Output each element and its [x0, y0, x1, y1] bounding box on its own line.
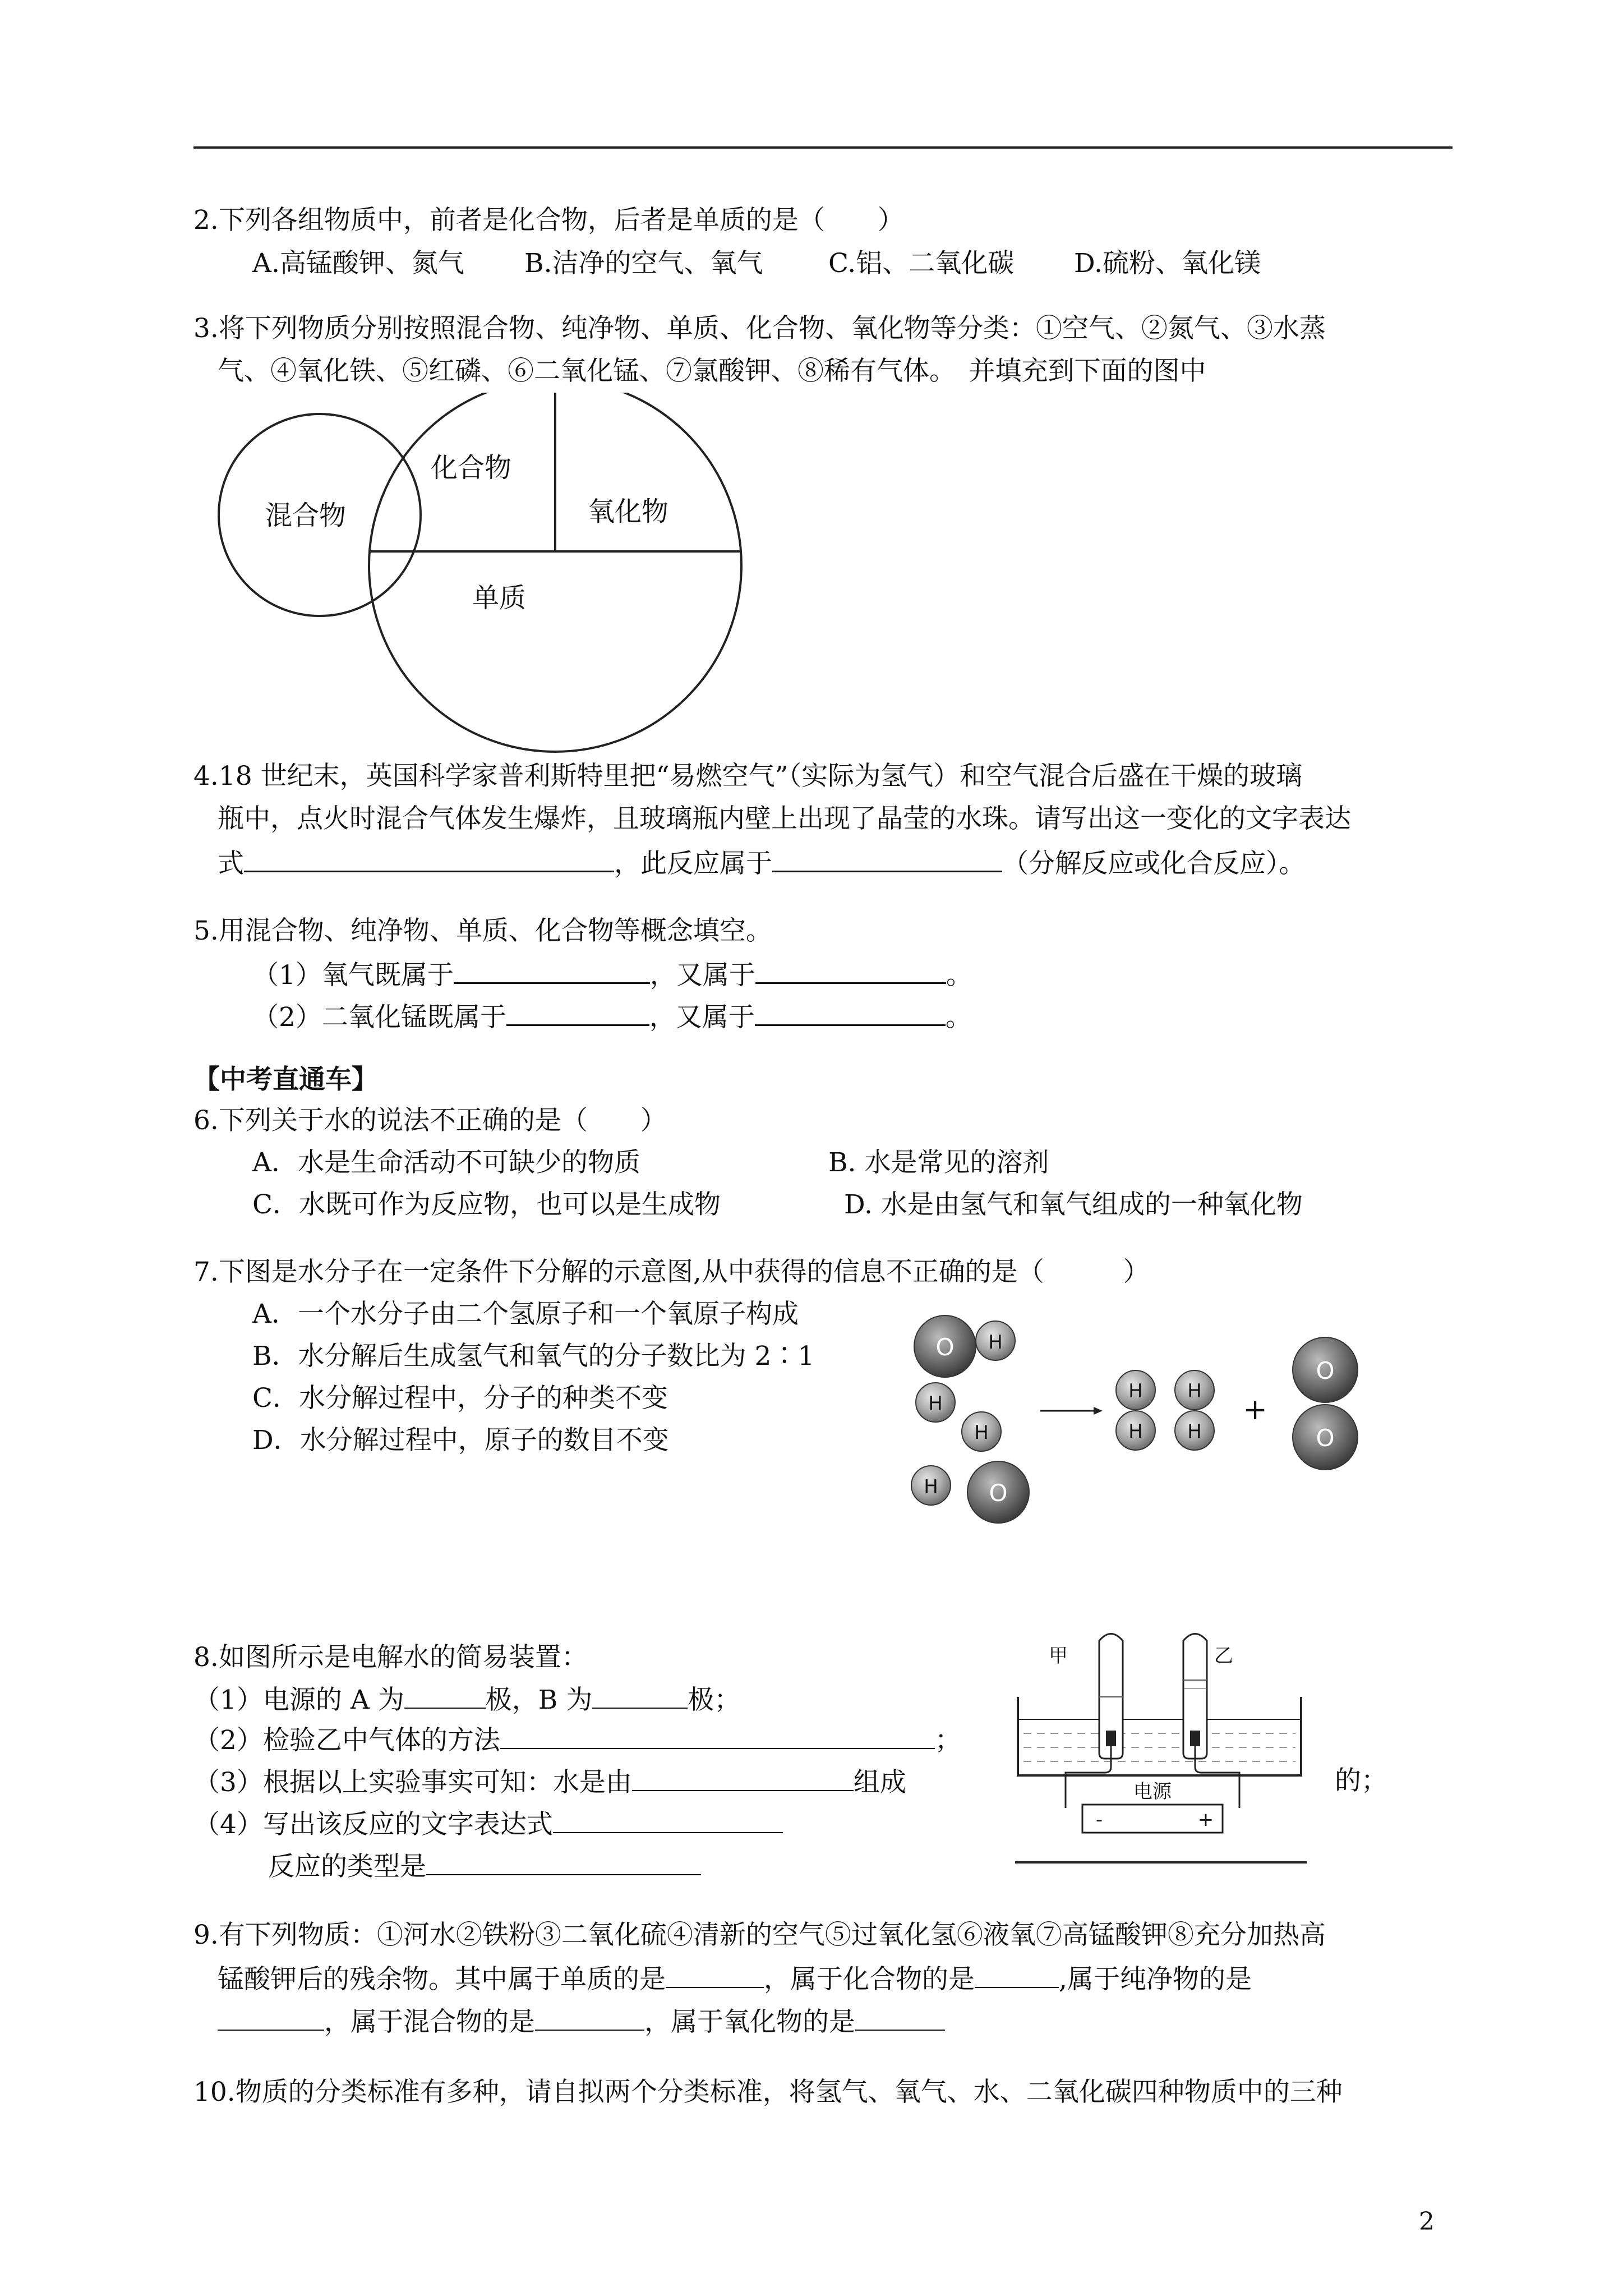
plus-sign: + [1243, 1393, 1267, 1427]
q3-line2: 气、④氧化铁、⑤红磷、⑥二氧化锰、⑦氯酸钾、⑧稀有气体。 并填充到下面的图中 [218, 356, 1206, 386]
q8-sub1 [193, 1682, 740, 1717]
q8-sub3-a: （3）根据以上实验事实可知：水是由 [193, 1767, 632, 1798]
svg-text:O: O [1316, 1357, 1335, 1384]
q8-composition-blank[interactable] [632, 1764, 854, 1791]
q8-sub2-a: （2）检验乙中气体的方法 [193, 1725, 500, 1756]
q5-sub1 [252, 956, 972, 992]
atom-label: H [928, 1392, 943, 1415]
q9-line2-a: 锰酸钾后的残余物。其中属于单质的是 [218, 1964, 666, 1995]
q8-sub1-a: （1）电源的 A 为 [193, 1685, 404, 1715]
q9-line3-a: ，属于混合物的是 [324, 2007, 535, 2037]
header-rule [193, 146, 1453, 149]
label-oxide: 氧化物 [587, 496, 669, 527]
atom-label: H [924, 1475, 938, 1498]
water-molecule-1 [914, 1315, 1015, 1422]
power-minus: - [1095, 1809, 1103, 1831]
q7-option-b: B．水分解后生成氢气和氧气的分子数比为 2∶1 [252, 1341, 815, 1372]
electrode-jia [1106, 1731, 1116, 1746]
q9-line3 [218, 2004, 945, 2039]
q4-expression-blank[interactable] [244, 845, 614, 872]
q4-line3-b: ，此反应属于 [614, 848, 772, 879]
classification-diagram [216, 393, 754, 763]
q9-line2 [218, 1961, 1252, 1996]
power-plus: + [1197, 1809, 1214, 1831]
q8-sub5 [268, 1848, 701, 1884]
q4-line3-a: 式 [218, 848, 244, 879]
q2-option-a: A.高锰酸钾、氮气 [252, 248, 464, 279]
q9-mixture-blank[interactable] [535, 2004, 644, 2031]
q5-sub1-c: 。 [946, 960, 972, 991]
q5-stem: 5.用混合物、纯净物、单质、化合物等概念填空。 [193, 915, 772, 946]
q4-line3-c: （分解反应或化合反应）。 [1002, 848, 1306, 879]
q8-sub3-tail: 的； [1335, 1765, 1387, 1796]
q8-sub3 [193, 1764, 906, 1800]
q5-sub1-a: （1）氧气既属于 [252, 960, 454, 991]
q6-option-d: D. 水是由氢气和氧气组成的一种氧化物 [844, 1189, 1303, 1220]
q8-sub4 [193, 1806, 783, 1842]
oxygen-molecule [1293, 1337, 1358, 1470]
electrode-yi [1190, 1731, 1200, 1746]
q6-option-c: C．水既可作为反应物，也可以是生成物 [252, 1189, 721, 1220]
q5-sub2-blank1[interactable] [506, 999, 649, 1026]
q5-sub1-blank2[interactable] [755, 956, 946, 984]
q5-sub2-blank2[interactable] [755, 999, 946, 1026]
q9-line2-b: ，属于化合物的是 [764, 1964, 975, 1995]
q8-electrode-b-blank[interactable] [592, 1682, 688, 1709]
atom-label: O [935, 1333, 955, 1361]
q9-element-blank[interactable] [666, 1961, 764, 1988]
electrolysis-apparatus-diagram [1015, 1630, 1307, 1865]
q10-line1: 10.物质的分类标准有多种，请自拟两个分类标准，将氢气、氧气、水、二氧化碳四种物质中的三种 [193, 2077, 1343, 2108]
q8-test-method-blank[interactable] [500, 1722, 935, 1749]
q2-option-b: B.洁净的空气、氧气 [524, 248, 763, 279]
tube-label-jia: 甲 [1049, 1645, 1068, 1667]
svg-text:H: H [1187, 1420, 1202, 1443]
q9-compound-blank[interactable] [975, 1961, 1059, 1988]
q5-sub2-c: 。 [945, 1002, 972, 1033]
label-element: 单质 [472, 582, 527, 614]
q8-sub3-b: 组成 [853, 1767, 906, 1798]
svg-text:H: H [1128, 1420, 1143, 1443]
q7-option-a: A．一个水分子由二个氢原子和一个氧原子构成 [252, 1299, 799, 1329]
q3-line1: 3.将下列物质分别按照混合物、纯净物、单质、化合物、氧化物等分类：①空气、②氮气、③水蒸 [193, 313, 1326, 344]
label-compound: 化合物 [430, 452, 512, 484]
q8-sub1-b: 极，B 为 [485, 1685, 593, 1715]
q7-option-d: D．水分解过程中，原子的数目不变 [252, 1425, 669, 1456]
q8-sub2-end: ； [934, 1725, 961, 1756]
q5-sub1-blank1[interactable] [454, 956, 650, 984]
q6-option-a: A．水是生命活动不可缺少的物质 [252, 1147, 640, 1178]
water-trough [1018, 1697, 1301, 1775]
q6-option-b: B. 水是常见的溶剂 [828, 1147, 1049, 1178]
q5-sub2 [252, 999, 972, 1034]
q2-option-c: C.铝、二氧化碳 [828, 248, 1015, 279]
q8-sub2 [193, 1722, 961, 1757]
q8-electrode-a-blank[interactable] [404, 1682, 486, 1709]
svg-text:O: O [1316, 1424, 1335, 1452]
page-number: 2 [1419, 2207, 1435, 2236]
q2-stem: 2.下列各组物质中，前者是化合物，后者是单质的是（ ） [193, 205, 904, 236]
q9-pure-blank[interactable] [218, 2004, 324, 2031]
q8-stem: 8.如图所示是电解水的简易装置： [193, 1642, 588, 1673]
q6-stem: 6.下列关于水的说法不正确的是（ ） [193, 1105, 667, 1136]
atom-label: O [989, 1479, 1008, 1507]
q8-equation-blank[interactable] [553, 1806, 783, 1833]
svg-text:H: H [1128, 1380, 1143, 1402]
section-heading: 【中考直通车】 [193, 1064, 378, 1095]
atom-label: H [974, 1421, 989, 1444]
svg-text:H: H [1187, 1380, 1202, 1402]
q4-line2: 瓶中，点火时混合气体发生爆炸，且玻璃瓶内壁上出现了晶莹的水珠。请写出这一变化的文字表达 [218, 803, 1351, 834]
tube-label-yi: 乙 [1214, 1645, 1233, 1667]
atom-label: H [988, 1331, 1003, 1354]
q5-sub1-b: ，又属于 [649, 960, 755, 991]
q5-sub2-b: ，又属于 [649, 1002, 755, 1033]
q8-sub4-a: （4）写出该反应的文字表达式 [193, 1809, 553, 1840]
q9-oxide-blank[interactable] [855, 2004, 945, 2031]
hydrogen-molecules [1116, 1370, 1214, 1450]
power-label: 电源 [1133, 1780, 1172, 1803]
q8-sub1-c: 极； [688, 1685, 741, 1715]
q9-line1: 9.有下列物质：①河水②铁粉③二氧化硫④清新的空气⑤过氧化氢⑥液氧⑦高锰酸钾⑧充分加热高 [193, 1920, 1326, 1950]
label-mixture: 混合物 [265, 500, 347, 531]
q7-option-c: C．水分解过程中，分子的种类不变 [252, 1383, 668, 1414]
q8-sub5-a: 反应的类型是 [268, 1851, 426, 1882]
q4-reaction-type-blank[interactable] [772, 845, 1002, 872]
q5-sub2-a: （2）二氧化锰既属于 [252, 1002, 506, 1033]
water-molecule-2 [911, 1412, 1029, 1523]
q8-reaction-type-blank[interactable] [426, 1848, 701, 1875]
q9-line3-b: ，属于氧化物的是 [644, 2007, 855, 2037]
q7-stem: 7.下图是水分子在一定条件下分解的示意图,从中获得的信息不正确的是（ ） [193, 1257, 1150, 1287]
arrow-head [1094, 1407, 1103, 1415]
water-decomposition-diagram [897, 1307, 1391, 1543]
q9-line2-c: ,属于纯净物的是 [1059, 1964, 1252, 1995]
q4-line1: 4.18 世纪末，英国科学家普利斯特里把“易燃空气”（实际为氢气）和空气混合后盛在干燥的玻璃 [193, 761, 1303, 792]
q4-line3 [218, 845, 1306, 881]
q2-option-d: D.硫粉、氧化镁 [1074, 248, 1261, 279]
